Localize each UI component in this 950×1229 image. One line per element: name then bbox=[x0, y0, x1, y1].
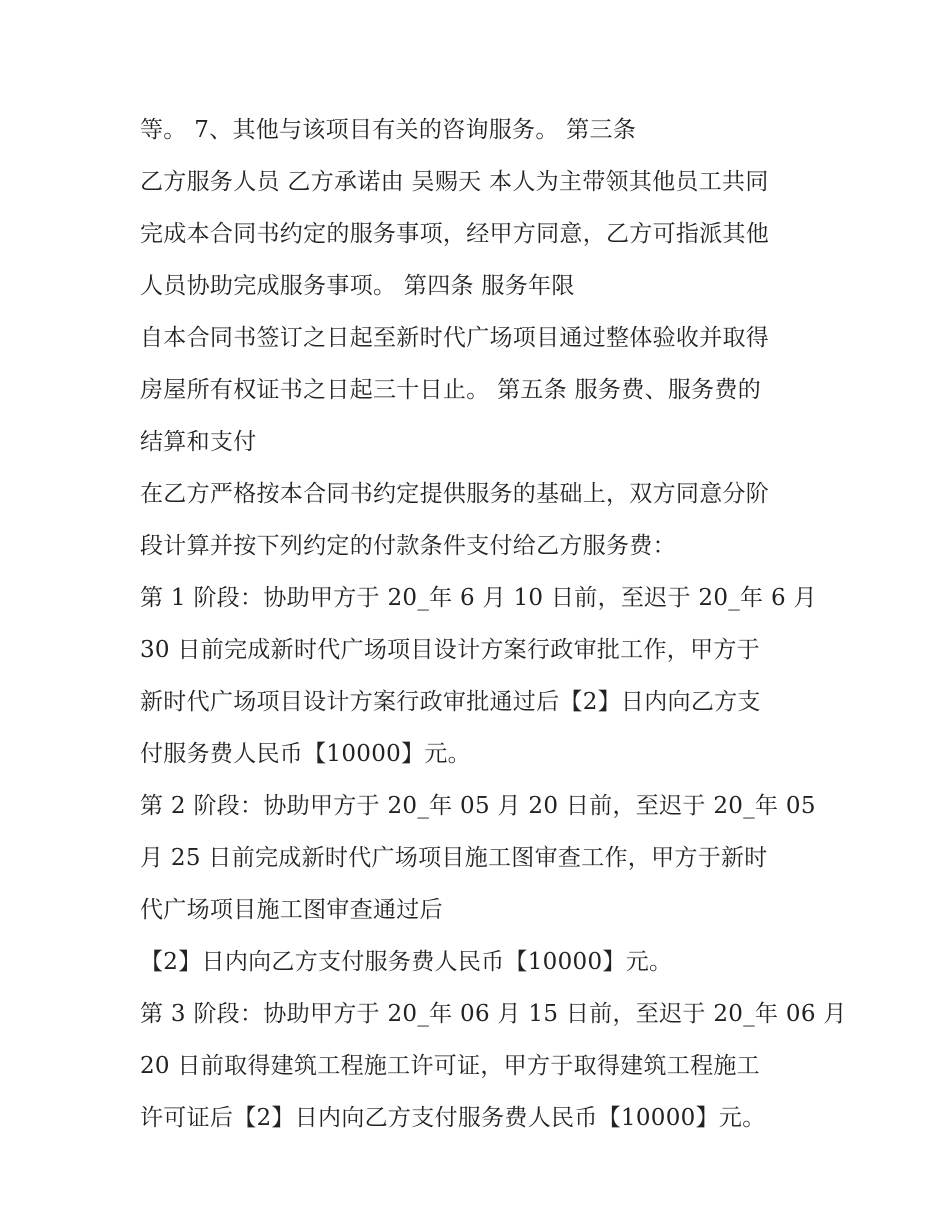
text-line: 20 日前取得建筑工程施工许可证，甲方于取得建筑工程施工 bbox=[140, 1053, 760, 1079]
text-line: 30 日前完成新时代广场项目设计方案行政审批工作，甲方于 bbox=[140, 637, 760, 663]
text-line: 第 3 阶段：协助甲方于 20_年 06 月 15 日前，至迟于 20_年 06 月 bbox=[140, 1001, 847, 1027]
text-line: 月 25 日前完成新时代广场项目施工图审查工作，甲方于新时 bbox=[140, 845, 768, 871]
text-line: 第 2 阶段：协助甲方于 20_年 05 月 20 日前，至迟于 20_年 05 bbox=[140, 793, 816, 819]
text-line: 付服务费人民币【10000】元。 bbox=[140, 741, 471, 767]
text-line: 完成本合同书约定的服务事项，经甲方同意，乙方可指派其他 bbox=[140, 221, 770, 247]
contract-text bbox=[140, 107, 847, 1147]
text-line: 人员协助完成服务事项。 第四条 服务年限 bbox=[140, 273, 575, 299]
text-line: 段计算并按下列约定的付款条件支付给乙方服务费： bbox=[140, 533, 676, 559]
text-line: 房屋所有权证书之日起三十日止。 第五条 服务费、服务费的 bbox=[140, 377, 762, 403]
text-line: 乙方服务人员 乙方承诺由 吴赐天 本人为主带领其他员工共同 bbox=[140, 169, 769, 195]
text-line: 结算和支付 bbox=[140, 429, 257, 455]
text-line: 自本合同书签订之日起至新时代广场项目通过整体验收并取得 bbox=[140, 325, 770, 351]
text-line: 第 1 阶段：协助甲方于 20_年 6 月 10 日前，至迟于 20_年 6 月 bbox=[140, 585, 817, 611]
text-line: 代广场项目施工图审查通过后 bbox=[140, 897, 443, 923]
text-line: 【2】日内向乙方支付服务费人民币【10000】元。 bbox=[140, 949, 673, 975]
text-line: 新时代广场项目设计方案行政审批通过后【2】日内向乙方支 bbox=[140, 689, 761, 715]
text-line: 等。 7、其他与该项目有关的咨询服务。 第三条 bbox=[140, 117, 637, 143]
text-line: 在乙方严格按本合同书约定提供服务的基础上，双方同意分阶 bbox=[140, 481, 770, 507]
text-line: 许可证后【2】日内向乙方支付服务费人民币【10000】元。 bbox=[140, 1105, 766, 1131]
